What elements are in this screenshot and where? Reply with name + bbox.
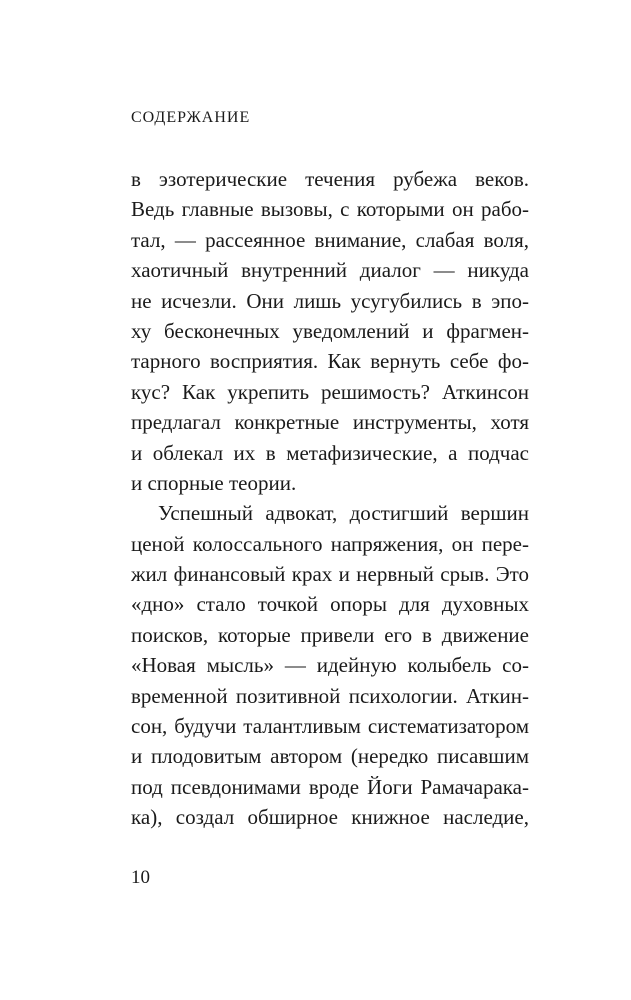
text-line: Успешный адвокат, достигший вершин bbox=[158, 501, 529, 526]
running-head: СОДЕРЖАНИЕ bbox=[131, 109, 251, 126]
text-line: Ведь главные вызовы, с которыми он рабо- bbox=[131, 197, 529, 222]
text-line: тарного восприятия. Как вернуть себе фо- bbox=[131, 349, 529, 374]
text-line: ка), создал обширное книжное наследие, bbox=[131, 805, 529, 830]
text-line: ценой колоссального напряжения, он пере- bbox=[131, 531, 529, 556]
text-line: «Новая мысль» — идейную колыбель со- bbox=[131, 653, 529, 678]
text-line: кус? Как укрепить решимость? Аткинсон bbox=[131, 379, 529, 404]
text-line: под псевдонимами вроде Йоги Рамачарака- bbox=[131, 774, 529, 799]
text-line: предлагал конкретные инструменты, хотя bbox=[131, 410, 529, 435]
text-line: временной позитивной психологии. Аткин- bbox=[131, 683, 529, 708]
text-line: и спорные теории. bbox=[131, 470, 297, 495]
body-text bbox=[131, 164, 529, 833]
text-line: «дно» стало точкой опоры для духовных bbox=[131, 592, 529, 617]
text-line: в эзотерические течения рубежа веков. bbox=[131, 167, 529, 191]
text-line: сон, будучи талантливым систематизатором bbox=[131, 714, 529, 739]
text-line: и облекал их в метафизические, а подчас bbox=[131, 440, 529, 465]
text-line: и плодовитым автором (нередко писавшим bbox=[131, 744, 529, 769]
text-line: хаотичный внутренний диалог — никуда bbox=[131, 258, 529, 283]
text-line: ху бесконечных уведомлений и фрагмен- bbox=[131, 318, 529, 343]
text-line: поисков, которые привели его в движение bbox=[131, 622, 529, 647]
page-number: 10 bbox=[131, 867, 150, 888]
text-line: не исчезли. Они лишь усугубились в эпо- bbox=[131, 288, 529, 313]
text-line: жил финансовый крах и нервный срыв. Это bbox=[131, 562, 529, 587]
text-line: тал, — рассеянное внимание, слабая воля, bbox=[131, 227, 529, 252]
